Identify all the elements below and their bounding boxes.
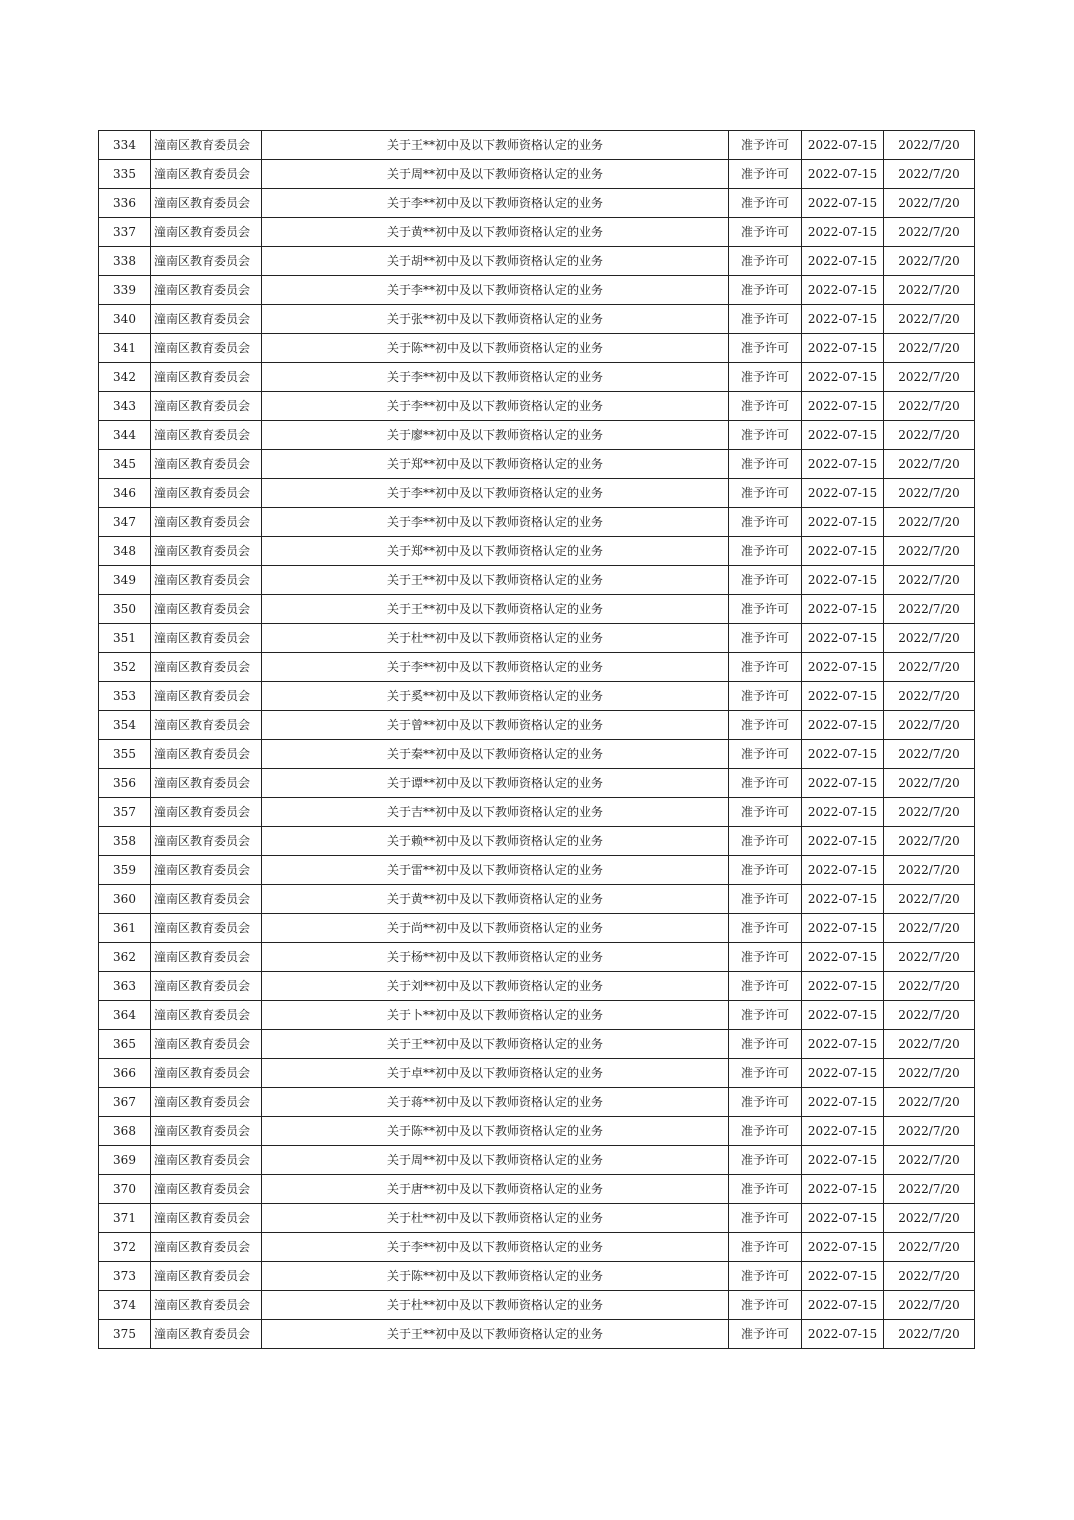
row-number-cell: 359 xyxy=(99,856,151,885)
table-row xyxy=(99,1233,975,1262)
publish-date-cell: 2022/7/20 xyxy=(884,769,975,798)
row-number-cell: 371 xyxy=(99,1204,151,1233)
row-number-cell: 353 xyxy=(99,682,151,711)
row-number-cell: 375 xyxy=(99,1320,151,1349)
decision-date-cell: 2022-07-15 xyxy=(802,1059,884,1088)
row-number-cell: 374 xyxy=(99,1291,151,1320)
table-row xyxy=(99,653,975,682)
publish-date-cell: 2022/7/20 xyxy=(884,595,975,624)
table-row xyxy=(99,450,975,479)
publish-date-cell: 2022/7/20 xyxy=(884,885,975,914)
row-number-cell: 340 xyxy=(99,305,151,334)
decision-date-cell: 2022-07-15 xyxy=(802,189,884,218)
table-row xyxy=(99,972,975,1001)
department-cell: 潼南区教育委员会 xyxy=(151,972,262,1001)
result-cell: 准予许可 xyxy=(729,769,802,798)
table-row xyxy=(99,769,975,798)
decision-date-cell: 2022-07-15 xyxy=(802,276,884,305)
department-cell: 潼南区教育委员会 xyxy=(151,160,262,189)
decision-date-cell: 2022-07-15 xyxy=(802,1030,884,1059)
row-number-cell: 369 xyxy=(99,1146,151,1175)
decision-date-cell: 2022-07-15 xyxy=(802,508,884,537)
row-number-cell: 344 xyxy=(99,421,151,450)
result-cell: 准予许可 xyxy=(729,914,802,943)
publish-date-cell: 2022/7/20 xyxy=(884,247,975,276)
department-cell: 潼南区教育委员会 xyxy=(151,769,262,798)
publish-date-cell: 2022/7/20 xyxy=(884,1233,975,1262)
table-row xyxy=(99,943,975,972)
item-cell: 关于张**初中及以下教师资格认定的业务 xyxy=(262,305,729,334)
decision-date-cell: 2022-07-15 xyxy=(802,1320,884,1349)
decision-date-cell: 2022-07-15 xyxy=(802,798,884,827)
decision-date-cell: 2022-07-15 xyxy=(802,392,884,421)
result-cell: 准予许可 xyxy=(729,682,802,711)
department-cell: 潼南区教育委员会 xyxy=(151,363,262,392)
decision-date-cell: 2022-07-15 xyxy=(802,624,884,653)
item-cell: 关于谭**初中及以下教师资格认定的业务 xyxy=(262,769,729,798)
table-row xyxy=(99,1088,975,1117)
publish-date-cell: 2022/7/20 xyxy=(884,131,975,160)
department-cell: 潼南区教育委员会 xyxy=(151,131,262,160)
department-cell: 潼南区教育委员会 xyxy=(151,1233,262,1262)
permit-table xyxy=(98,130,975,1349)
row-number-cell: 336 xyxy=(99,189,151,218)
item-cell: 关于唐**初中及以下教师资格认定的业务 xyxy=(262,1175,729,1204)
department-cell: 潼南区教育委员会 xyxy=(151,943,262,972)
department-cell: 潼南区教育委员会 xyxy=(151,1204,262,1233)
table-row xyxy=(99,711,975,740)
publish-date-cell: 2022/7/20 xyxy=(884,914,975,943)
department-cell: 潼南区教育委员会 xyxy=(151,1088,262,1117)
decision-date-cell: 2022-07-15 xyxy=(802,740,884,769)
table-row xyxy=(99,305,975,334)
table-row xyxy=(99,1320,975,1349)
result-cell: 准予许可 xyxy=(729,276,802,305)
item-cell: 关于李**初中及以下教师资格认定的业务 xyxy=(262,653,729,682)
row-number-cell: 347 xyxy=(99,508,151,537)
publish-date-cell: 2022/7/20 xyxy=(884,189,975,218)
publish-date-cell: 2022/7/20 xyxy=(884,479,975,508)
decision-date-cell: 2022-07-15 xyxy=(802,914,884,943)
decision-date-cell: 2022-07-15 xyxy=(802,1291,884,1320)
publish-date-cell: 2022/7/20 xyxy=(884,1146,975,1175)
row-number-cell: 357 xyxy=(99,798,151,827)
item-cell: 关于赖**初中及以下教师资格认定的业务 xyxy=(262,827,729,856)
result-cell: 准予许可 xyxy=(729,1262,802,1291)
department-cell: 潼南区教育委员会 xyxy=(151,1146,262,1175)
row-number-cell: 365 xyxy=(99,1030,151,1059)
table-row xyxy=(99,595,975,624)
publish-date-cell: 2022/7/20 xyxy=(884,653,975,682)
decision-date-cell: 2022-07-15 xyxy=(802,827,884,856)
row-number-cell: 368 xyxy=(99,1117,151,1146)
department-cell: 潼南区教育委员会 xyxy=(151,1030,262,1059)
publish-date-cell: 2022/7/20 xyxy=(884,740,975,769)
publish-date-cell: 2022/7/20 xyxy=(884,1088,975,1117)
result-cell: 准予许可 xyxy=(729,305,802,334)
result-cell: 准予许可 xyxy=(729,247,802,276)
decision-date-cell: 2022-07-15 xyxy=(802,1001,884,1030)
row-number-cell: 339 xyxy=(99,276,151,305)
decision-date-cell: 2022-07-15 xyxy=(802,334,884,363)
department-cell: 潼南区教育委员会 xyxy=(151,247,262,276)
result-cell: 准予许可 xyxy=(729,479,802,508)
row-number-cell: 355 xyxy=(99,740,151,769)
result-cell: 准予许可 xyxy=(729,1001,802,1030)
table-row xyxy=(99,537,975,566)
table-row xyxy=(99,363,975,392)
row-number-cell: 367 xyxy=(99,1088,151,1117)
department-cell: 潼南区教育委员会 xyxy=(151,305,262,334)
table-row xyxy=(99,247,975,276)
publish-date-cell: 2022/7/20 xyxy=(884,1320,975,1349)
table-row xyxy=(99,421,975,450)
item-cell: 关于陈**初中及以下教师资格认定的业务 xyxy=(262,334,729,363)
decision-date-cell: 2022-07-15 xyxy=(802,682,884,711)
department-cell: 潼南区教育委员会 xyxy=(151,595,262,624)
table-row xyxy=(99,276,975,305)
result-cell: 准予许可 xyxy=(729,566,802,595)
table-row xyxy=(99,189,975,218)
result-cell: 准予许可 xyxy=(729,1320,802,1349)
result-cell: 准予许可 xyxy=(729,392,802,421)
row-number-cell: 343 xyxy=(99,392,151,421)
row-number-cell: 356 xyxy=(99,769,151,798)
publish-date-cell: 2022/7/20 xyxy=(884,943,975,972)
publish-date-cell: 2022/7/20 xyxy=(884,1001,975,1030)
table-row xyxy=(99,914,975,943)
result-cell: 准予许可 xyxy=(729,1088,802,1117)
department-cell: 潼南区教育委员会 xyxy=(151,885,262,914)
result-cell: 准予许可 xyxy=(729,1030,802,1059)
decision-date-cell: 2022-07-15 xyxy=(802,566,884,595)
department-cell: 潼南区教育委员会 xyxy=(151,740,262,769)
item-cell: 关于蒋**初中及以下教师资格认定的业务 xyxy=(262,1088,729,1117)
publish-date-cell: 2022/7/20 xyxy=(884,305,975,334)
department-cell: 潼南区教育委员会 xyxy=(151,421,262,450)
result-cell: 准予许可 xyxy=(729,740,802,769)
publish-date-cell: 2022/7/20 xyxy=(884,566,975,595)
decision-date-cell: 2022-07-15 xyxy=(802,1088,884,1117)
row-number-cell: 352 xyxy=(99,653,151,682)
result-cell: 准予许可 xyxy=(729,131,802,160)
decision-date-cell: 2022-07-15 xyxy=(802,885,884,914)
item-cell: 关于王**初中及以下教师资格认定的业务 xyxy=(262,131,729,160)
row-number-cell: 362 xyxy=(99,943,151,972)
publish-date-cell: 2022/7/20 xyxy=(884,363,975,392)
item-cell: 关于陈**初中及以下教师资格认定的业务 xyxy=(262,1117,729,1146)
publish-date-cell: 2022/7/20 xyxy=(884,421,975,450)
item-cell: 关于杨**初中及以下教师资格认定的业务 xyxy=(262,943,729,972)
publish-date-cell: 2022/7/20 xyxy=(884,1030,975,1059)
publish-date-cell: 2022/7/20 xyxy=(884,856,975,885)
decision-date-cell: 2022-07-15 xyxy=(802,479,884,508)
item-cell: 关于尚**初中及以下教师资格认定的业务 xyxy=(262,914,729,943)
row-number-cell: 363 xyxy=(99,972,151,1001)
table-row xyxy=(99,566,975,595)
publish-date-cell: 2022/7/20 xyxy=(884,1175,975,1204)
result-cell: 准予许可 xyxy=(729,363,802,392)
department-cell: 潼南区教育委员会 xyxy=(151,1291,262,1320)
item-cell: 关于吉**初中及以下教师资格认定的业务 xyxy=(262,798,729,827)
table-body xyxy=(99,131,975,1349)
item-cell: 关于杜**初中及以下教师资格认定的业务 xyxy=(262,1291,729,1320)
result-cell: 准予许可 xyxy=(729,537,802,566)
result-cell: 准予许可 xyxy=(729,711,802,740)
decision-date-cell: 2022-07-15 xyxy=(802,1175,884,1204)
row-number-cell: 370 xyxy=(99,1175,151,1204)
item-cell: 关于郑**初中及以下教师资格认定的业务 xyxy=(262,450,729,479)
result-cell: 准予许可 xyxy=(729,856,802,885)
department-cell: 潼南区教育委员会 xyxy=(151,711,262,740)
department-cell: 潼南区教育委员会 xyxy=(151,914,262,943)
table-row xyxy=(99,392,975,421)
item-cell: 关于王**初中及以下教师资格认定的业务 xyxy=(262,1030,729,1059)
decision-date-cell: 2022-07-15 xyxy=(802,769,884,798)
publish-date-cell: 2022/7/20 xyxy=(884,1262,975,1291)
item-cell: 关于李**初中及以下教师资格认定的业务 xyxy=(262,189,729,218)
department-cell: 潼南区教育委员会 xyxy=(151,392,262,421)
result-cell: 准予许可 xyxy=(729,160,802,189)
publish-date-cell: 2022/7/20 xyxy=(884,1204,975,1233)
item-cell: 关于李**初中及以下教师资格认定的业务 xyxy=(262,363,729,392)
table-row xyxy=(99,1291,975,1320)
item-cell: 关于周**初中及以下教师资格认定的业务 xyxy=(262,1146,729,1175)
item-cell: 关于胡**初中及以下教师资格认定的业务 xyxy=(262,247,729,276)
item-cell: 关于秦**初中及以下教师资格认定的业务 xyxy=(262,740,729,769)
table-row xyxy=(99,1117,975,1146)
item-cell: 关于刘**初中及以下教师资格认定的业务 xyxy=(262,972,729,1001)
decision-date-cell: 2022-07-15 xyxy=(802,711,884,740)
row-number-cell: 361 xyxy=(99,914,151,943)
decision-date-cell: 2022-07-15 xyxy=(802,972,884,1001)
department-cell: 潼南区教育委员会 xyxy=(151,508,262,537)
item-cell: 关于陈**初中及以下教师资格认定的业务 xyxy=(262,1262,729,1291)
item-cell: 关于郑**初中及以下教师资格认定的业务 xyxy=(262,537,729,566)
result-cell: 准予许可 xyxy=(729,798,802,827)
publish-date-cell: 2022/7/20 xyxy=(884,218,975,247)
publish-date-cell: 2022/7/20 xyxy=(884,160,975,189)
table-row xyxy=(99,885,975,914)
result-cell: 准予许可 xyxy=(729,189,802,218)
department-cell: 潼南区教育委员会 xyxy=(151,566,262,595)
department-cell: 潼南区教育委员会 xyxy=(151,1175,262,1204)
department-cell: 潼南区教育委员会 xyxy=(151,189,262,218)
table-row xyxy=(99,218,975,247)
row-number-cell: 346 xyxy=(99,479,151,508)
result-cell: 准予许可 xyxy=(729,972,802,1001)
department-cell: 潼南区教育委员会 xyxy=(151,827,262,856)
publish-date-cell: 2022/7/20 xyxy=(884,827,975,856)
row-number-cell: 342 xyxy=(99,363,151,392)
item-cell: 关于王**初中及以下教师资格认定的业务 xyxy=(262,1320,729,1349)
department-cell: 潼南区教育委员会 xyxy=(151,624,262,653)
publish-date-cell: 2022/7/20 xyxy=(884,1059,975,1088)
department-cell: 潼南区教育委员会 xyxy=(151,1001,262,1030)
department-cell: 潼南区教育委员会 xyxy=(151,1262,262,1291)
table-row xyxy=(99,131,975,160)
table-row xyxy=(99,508,975,537)
decision-date-cell: 2022-07-15 xyxy=(802,1204,884,1233)
result-cell: 准予许可 xyxy=(729,421,802,450)
publish-date-cell: 2022/7/20 xyxy=(884,972,975,1001)
publish-date-cell: 2022/7/20 xyxy=(884,508,975,537)
table-row xyxy=(99,334,975,363)
department-cell: 潼南区教育委员会 xyxy=(151,682,262,711)
publish-date-cell: 2022/7/20 xyxy=(884,798,975,827)
result-cell: 准予许可 xyxy=(729,1233,802,1262)
publish-date-cell: 2022/7/20 xyxy=(884,334,975,363)
table-row xyxy=(99,1146,975,1175)
row-number-cell: 366 xyxy=(99,1059,151,1088)
publish-date-cell: 2022/7/20 xyxy=(884,624,975,653)
department-cell: 潼南区教育委员会 xyxy=(151,334,262,363)
item-cell: 关于黄**初中及以下教师资格认定的业务 xyxy=(262,218,729,247)
decision-date-cell: 2022-07-15 xyxy=(802,1146,884,1175)
publish-date-cell: 2022/7/20 xyxy=(884,682,975,711)
item-cell: 关于卜**初中及以下教师资格认定的业务 xyxy=(262,1001,729,1030)
row-number-cell: 334 xyxy=(99,131,151,160)
decision-date-cell: 2022-07-15 xyxy=(802,595,884,624)
row-number-cell: 358 xyxy=(99,827,151,856)
item-cell: 关于奚**初中及以下教师资格认定的业务 xyxy=(262,682,729,711)
row-number-cell: 351 xyxy=(99,624,151,653)
table-row xyxy=(99,1175,975,1204)
result-cell: 准予许可 xyxy=(729,595,802,624)
result-cell: 准予许可 xyxy=(729,1204,802,1233)
decision-date-cell: 2022-07-15 xyxy=(802,1233,884,1262)
table-row xyxy=(99,160,975,189)
publish-date-cell: 2022/7/20 xyxy=(884,276,975,305)
result-cell: 准予许可 xyxy=(729,1175,802,1204)
item-cell: 关于卓**初中及以下教师资格认定的业务 xyxy=(262,1059,729,1088)
row-number-cell: 364 xyxy=(99,1001,151,1030)
decision-date-cell: 2022-07-15 xyxy=(802,943,884,972)
table-row xyxy=(99,740,975,769)
item-cell: 关于王**初中及以下教师资格认定的业务 xyxy=(262,595,729,624)
decision-date-cell: 2022-07-15 xyxy=(802,856,884,885)
table-row xyxy=(99,1262,975,1291)
decision-date-cell: 2022-07-15 xyxy=(802,537,884,566)
table-row xyxy=(99,798,975,827)
row-number-cell: 341 xyxy=(99,334,151,363)
row-number-cell: 354 xyxy=(99,711,151,740)
decision-date-cell: 2022-07-15 xyxy=(802,421,884,450)
item-cell: 关于李**初中及以下教师资格认定的业务 xyxy=(262,1233,729,1262)
publish-date-cell: 2022/7/20 xyxy=(884,1291,975,1320)
item-cell: 关于杜**初中及以下教师资格认定的业务 xyxy=(262,1204,729,1233)
item-cell: 关于王**初中及以下教师资格认定的业务 xyxy=(262,566,729,595)
publish-date-cell: 2022/7/20 xyxy=(884,1117,975,1146)
item-cell: 关于周**初中及以下教师资格认定的业务 xyxy=(262,160,729,189)
row-number-cell: 338 xyxy=(99,247,151,276)
row-number-cell: 348 xyxy=(99,537,151,566)
decision-date-cell: 2022-07-15 xyxy=(802,131,884,160)
item-cell: 关于廖**初中及以下教师资格认定的业务 xyxy=(262,421,729,450)
row-number-cell: 373 xyxy=(99,1262,151,1291)
item-cell: 关于杜**初中及以下教师资格认定的业务 xyxy=(262,624,729,653)
row-number-cell: 350 xyxy=(99,595,151,624)
department-cell: 潼南区教育委员会 xyxy=(151,1059,262,1088)
department-cell: 潼南区教育委员会 xyxy=(151,537,262,566)
item-cell: 关于黄**初中及以下教师资格认定的业务 xyxy=(262,885,729,914)
table-row xyxy=(99,1030,975,1059)
publish-date-cell: 2022/7/20 xyxy=(884,537,975,566)
result-cell: 准予许可 xyxy=(729,1117,802,1146)
table-row xyxy=(99,682,975,711)
department-cell: 潼南区教育委员会 xyxy=(151,1117,262,1146)
department-cell: 潼南区教育委员会 xyxy=(151,479,262,508)
table-row xyxy=(99,856,975,885)
department-cell: 潼南区教育委员会 xyxy=(151,856,262,885)
department-cell: 潼南区教育委员会 xyxy=(151,653,262,682)
department-cell: 潼南区教育委员会 xyxy=(151,1320,262,1349)
decision-date-cell: 2022-07-15 xyxy=(802,305,884,334)
decision-date-cell: 2022-07-15 xyxy=(802,363,884,392)
row-number-cell: 349 xyxy=(99,566,151,595)
result-cell: 准予许可 xyxy=(729,1146,802,1175)
result-cell: 准予许可 xyxy=(729,827,802,856)
table-row xyxy=(99,1059,975,1088)
row-number-cell: 372 xyxy=(99,1233,151,1262)
row-number-cell: 360 xyxy=(99,885,151,914)
decision-date-cell: 2022-07-15 xyxy=(802,450,884,479)
row-number-cell: 335 xyxy=(99,160,151,189)
publish-date-cell: 2022/7/20 xyxy=(884,711,975,740)
result-cell: 准予许可 xyxy=(729,653,802,682)
result-cell: 准予许可 xyxy=(729,885,802,914)
result-cell: 准予许可 xyxy=(729,508,802,537)
item-cell: 关于雷**初中及以下教师资格认定的业务 xyxy=(262,856,729,885)
decision-date-cell: 2022-07-15 xyxy=(802,218,884,247)
decision-date-cell: 2022-07-15 xyxy=(802,1117,884,1146)
result-cell: 准予许可 xyxy=(729,624,802,653)
table-row xyxy=(99,827,975,856)
publish-date-cell: 2022/7/20 xyxy=(884,392,975,421)
table-row xyxy=(99,624,975,653)
table-row xyxy=(99,479,975,508)
decision-date-cell: 2022-07-15 xyxy=(802,1262,884,1291)
decision-date-cell: 2022-07-15 xyxy=(802,653,884,682)
department-cell: 潼南区教育委员会 xyxy=(151,218,262,247)
item-cell: 关于李**初中及以下教师资格认定的业务 xyxy=(262,276,729,305)
item-cell: 关于李**初中及以下教师资格认定的业务 xyxy=(262,479,729,508)
decision-date-cell: 2022-07-15 xyxy=(802,247,884,276)
publish-date-cell: 2022/7/20 xyxy=(884,450,975,479)
row-number-cell: 337 xyxy=(99,218,151,247)
department-cell: 潼南区教育委员会 xyxy=(151,798,262,827)
item-cell: 关于李**初中及以下教师资格认定的业务 xyxy=(262,392,729,421)
table-row xyxy=(99,1204,975,1233)
result-cell: 准予许可 xyxy=(729,1291,802,1320)
table-row xyxy=(99,1001,975,1030)
row-number-cell: 345 xyxy=(99,450,151,479)
item-cell: 关于曾**初中及以下教师资格认定的业务 xyxy=(262,711,729,740)
result-cell: 准予许可 xyxy=(729,218,802,247)
item-cell: 关于李**初中及以下教师资格认定的业务 xyxy=(262,508,729,537)
result-cell: 准予许可 xyxy=(729,334,802,363)
department-cell: 潼南区教育委员会 xyxy=(151,450,262,479)
decision-date-cell: 2022-07-15 xyxy=(802,160,884,189)
result-cell: 准予许可 xyxy=(729,450,802,479)
result-cell: 准予许可 xyxy=(729,943,802,972)
result-cell: 准予许可 xyxy=(729,1059,802,1088)
department-cell: 潼南区教育委员会 xyxy=(151,276,262,305)
